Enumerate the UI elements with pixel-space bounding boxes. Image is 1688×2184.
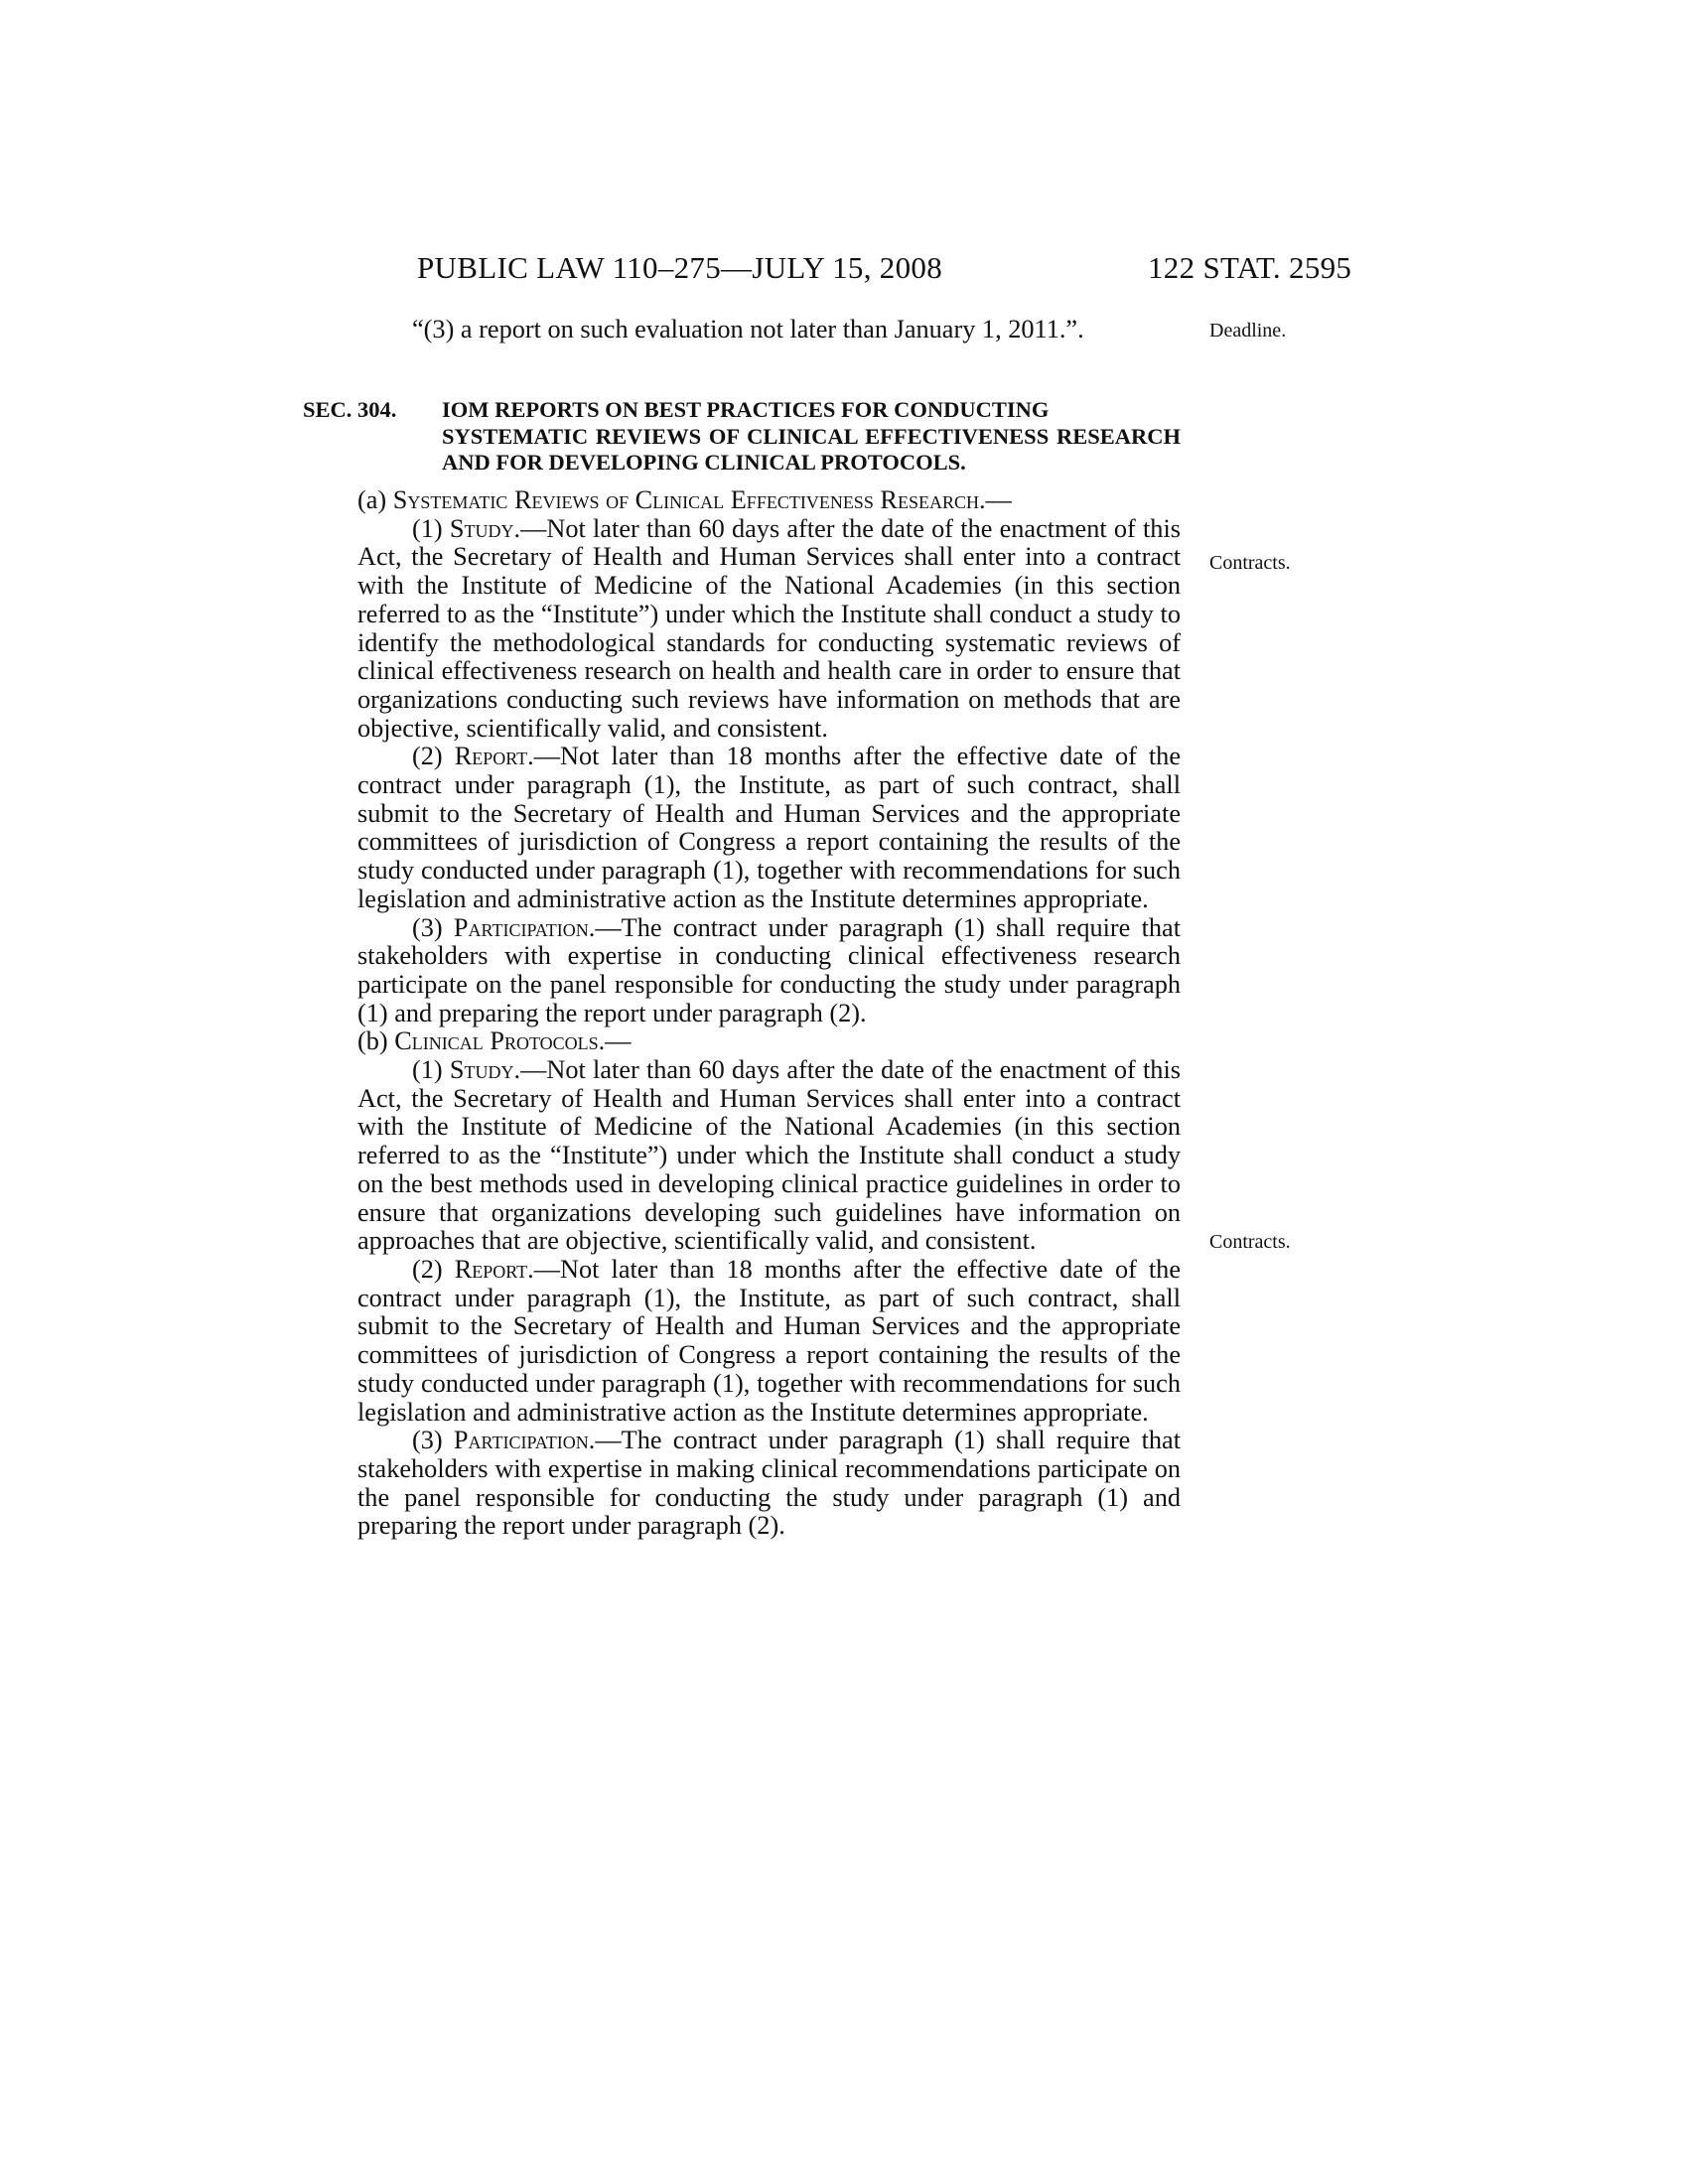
paragraph-text: —The contract under paragraph (1) shall require that stakeholders with expertise in making clinical recommendations participate on the panel responsible for conducting the study under paragraph (1) and preparing the report under paragraph (2). [357, 1426, 1182, 1541]
paragraph-heading: Study. [449, 513, 521, 543]
section-title [442, 397, 1181, 477]
margin-note-contracts-a: Contracts. [1209, 552, 1291, 574]
paragraph-number: (1) [412, 513, 443, 543]
subsection-b-paragraph-3 [303, 1427, 1181, 1541]
paragraph-heading: Report. [454, 742, 534, 771]
paragraph-text: —Not later than 18 months after the effective date of the contract under paragraph (1), the Institute, as part of such contract, shall submit to the Secretary of Health and Human Services and the appropriate committees of jurisdiction of Congress a report containing the results of the study conducted under paragraph (1), together with recommendations for such legislation and administrative action as the Institute determines appropriate. [357, 1254, 1181, 1427]
subsection-b-title: Clinical Protocols.— [394, 1026, 632, 1056]
section-number: SEC. 304. [303, 397, 397, 422]
section-title-line1: IOM REPORTS ON BEST PRACTICES FOR CONDUCTING [442, 397, 1050, 422]
paragraph-number: (3) [412, 1426, 443, 1455]
subsection-a-label: (a) [357, 485, 387, 514]
intro-paragraph [303, 316, 1181, 344]
paragraph-text: —Not later than 60 days after the date of the enactment of this Act, the Secretary of Health and Human Services shall enter into a contract with the Institute of Medicine of the National Academies (in this section referred to as the “Institute”) under which the Institute shall conduct a study to identify the methodological standards for conducting systematic reviews of clinical effectiveness research on health and health care in order to ensure that organizations conducting such reviews have information on methods that are objective, scientifically valid, and consistent. [357, 513, 1181, 743]
subsection-b-heading [303, 1027, 1181, 1056]
running-header-title: PUBLIC LAW 110–275—JULY 15, 2008 [417, 250, 943, 285]
intro-text: “(3) a report on such evaluation not later than January 1, 2011.”. [412, 315, 1084, 343]
paragraph-heading: Report. [454, 1254, 534, 1284]
subsection-a-heading [303, 486, 1181, 515]
subsection-a-title: Systematic Reviews of Clinical Effectiveness Research.— [392, 485, 1012, 514]
paragraph-number: (2) [412, 742, 443, 771]
subsection-a [303, 486, 1181, 1541]
subsection-a-paragraph-2 [303, 743, 1181, 913]
subsection-a-paragraph-3 [303, 914, 1181, 1028]
paragraph-number: (3) [412, 912, 443, 942]
subsection-a-paragraph-1 [303, 515, 1181, 744]
margin-note-deadline: Deadline. [1209, 320, 1287, 341]
paragraph-text: —Not later than 60 days after the date of the enactment of this Act, the Secretary of Health and Human Services shall enter into a contract with the Institute of Medicine of the National Academies (in this section referred to as the “Institute”) under which the Institute shall conduct a study on the best methods used in developing clinical practice guidelines in order to ensure that organizations developing such guidelines have information on approaches that are objective, scientifically valid, and consistent. [357, 1055, 1181, 1256]
subsection-b-paragraph-2 [303, 1256, 1181, 1427]
paragraph-number: (2) [412, 1254, 443, 1284]
page-citation: 122 STAT. 2595 [1148, 250, 1352, 285]
intro-block [303, 316, 1181, 344]
paragraph-heading: Participation. [453, 1426, 596, 1455]
paragraph-heading: Participation. [453, 912, 596, 942]
paragraph-heading: Study. [449, 1055, 521, 1085]
subsection-b-paragraph-1 [303, 1056, 1181, 1256]
paragraph-text: —The contract under paragraph (1) shall require that stakeholders with expertise in conducting clinical effectiveness research participate on the panel responsible for conducting the study under paragraph (1) and preparing the report under paragraph (2). [357, 912, 1182, 1027]
paragraph-number: (1) [412, 1055, 443, 1085]
paragraph-text: —Not later than 18 months after the effective date of the contract under paragraph (1), the Institute, as part of such contract, shall submit to the Secretary of Health and Human Services and the appropriate committees of jurisdiction of Congress a report containing the results of the study conducted under paragraph (1), together with recommendations for such legislation and administrative action as the Institute determines appropriate. [357, 742, 1181, 913]
section-title-rest: SYSTEMATIC REVIEWS OF CLINICAL EFFECTIVENESS RESEARCH AND FOR DEVELOPING CLINICAL PROTOCOLS. [442, 423, 1181, 476]
margin-note-contracts-b: Contracts. [1209, 1231, 1291, 1253]
subsection-b-label: (b) [357, 1026, 388, 1056]
